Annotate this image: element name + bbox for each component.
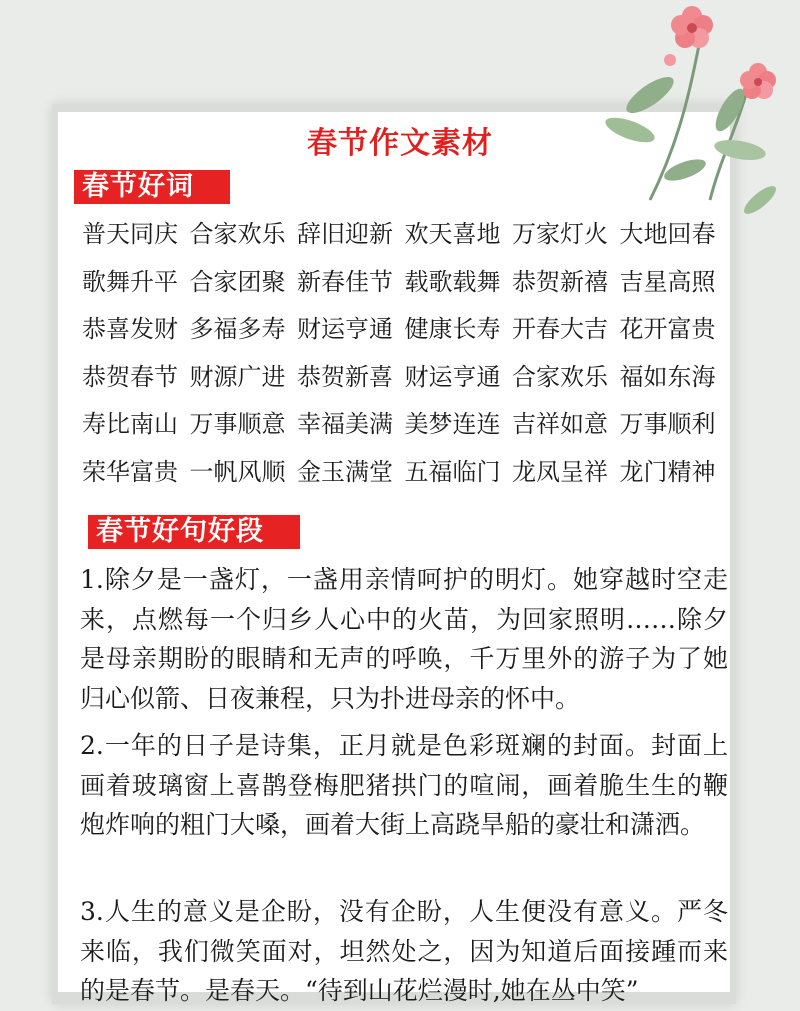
word-item: 恭贺春节 (82, 362, 178, 391)
word-item: 恭喜发财 (82, 315, 178, 344)
flower-decoration (590, 0, 800, 230)
page-title: 春节作文素材 (307, 126, 493, 161)
word-item: 多福多寿 (189, 315, 286, 344)
paragraph-text: 人生的意义是企盼，没有企盼，人生便没有意义。严冬来临，我们微笑面对，坦然处之，因为知道后面接踵而来的是春节。是春天。“待到山花烂漫时,她在丛中笑” (80, 897, 728, 1006)
paragraph-2 (80, 726, 728, 845)
paragraph-number: 1. (80, 565, 104, 594)
word-item: 歌舞升平 (82, 267, 178, 296)
word-item: 合家团聚 (189, 267, 286, 296)
section-label-good-words: 春节好词 (74, 170, 230, 204)
word-item: 荣华富贵 (82, 457, 178, 486)
word-row (82, 208, 732, 256)
word-item: 吉星高照 (619, 267, 716, 296)
word-item: 财运亨通 (404, 362, 501, 391)
word-item: 万事顺利 (619, 410, 716, 439)
word-item: 辞旧迎新 (297, 220, 393, 249)
word-row (82, 303, 732, 351)
word-item: 恭贺新喜 (297, 362, 393, 391)
word-item: 龙门精神 (619, 457, 716, 486)
word-item: 美梦连连 (404, 410, 501, 439)
section-label-good-sentences: 春节好句好段 (88, 515, 300, 549)
word-row (82, 351, 732, 399)
word-row (82, 398, 732, 446)
word-item: 福如东海 (619, 362, 716, 391)
paragraph-number: 3. (80, 897, 104, 926)
word-grid (82, 208, 732, 493)
word-item: 合家欢乐 (189, 220, 286, 249)
word-item: 寿比南山 (82, 410, 178, 439)
word-item: 合家欢乐 (512, 362, 608, 391)
word-item: 普天同庆 (82, 220, 178, 249)
paragraph-3 (80, 892, 728, 1011)
word-item: 开春大吉 (512, 315, 608, 344)
word-item: 万家灯火 (512, 220, 608, 249)
paragraph-number: 2. (80, 731, 104, 760)
word-item: 恭贺新禧 (512, 267, 608, 296)
word-item: 幸福美满 (297, 410, 393, 439)
word-item: 一帆风顺 (189, 457, 286, 486)
word-row (82, 446, 732, 494)
word-item: 新春佳节 (297, 267, 393, 296)
word-item: 财运亨通 (297, 315, 393, 344)
word-item: 载歌载舞 (404, 267, 501, 296)
paragraph-text: 一年的日子是诗集，正月就是色彩斑斓的封面。封面上画着玻璃窗上喜鹊登梅肥猪拱门的喧闹，画着脆生生的鞭炮炸响的粗门大嗓，画着大街上高跷旱船的豪壮和潇洒。 (80, 731, 728, 840)
paragraph-text: 除夕是一盏灯，一盏用亲情呵护的明灯。她穿越时空走来，点燃每一个归乡人心中的火苗，为回家照明……除夕是母亲期盼的眼睛和无声的呼唤，千万里外的游子为了她归心似箭、日夜兼程，只为扑进母亲的怀中。 (80, 565, 728, 713)
word-row (82, 256, 732, 304)
word-item: 五福临门 (404, 457, 501, 486)
word-item: 万事顺意 (189, 410, 286, 439)
word-item: 金玉满堂 (297, 457, 393, 486)
word-item: 欢天喜地 (404, 220, 501, 249)
word-item: 吉祥如意 (512, 410, 608, 439)
word-item: 健康长寿 (404, 315, 501, 344)
paragraph-1 (80, 560, 728, 718)
word-item: 花开富贵 (619, 315, 716, 344)
word-item: 龙凤呈祥 (512, 457, 608, 486)
word-item: 大地回春 (619, 220, 716, 249)
word-item: 财源广进 (189, 362, 286, 391)
